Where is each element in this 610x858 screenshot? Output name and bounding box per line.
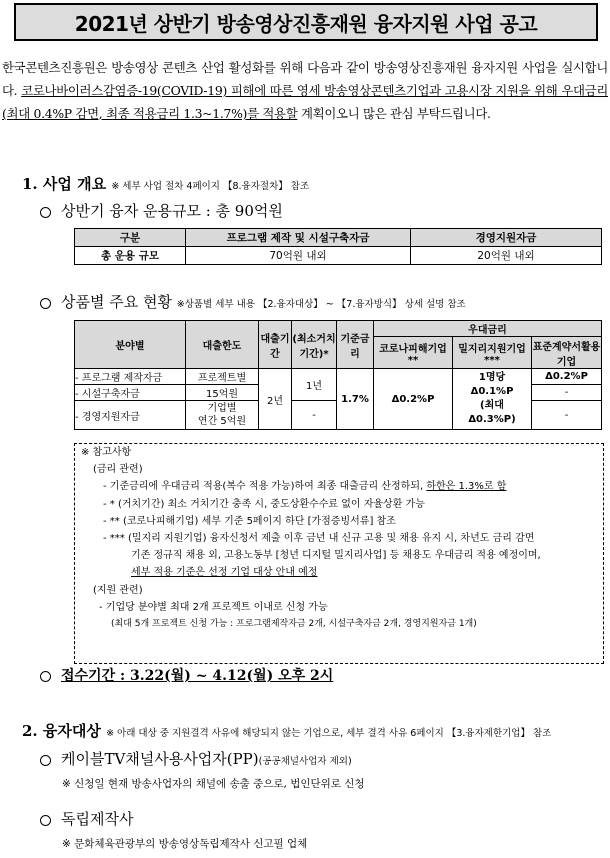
page-title: 2021년 상반기 방송영상진흥재원 융자지원 사업 공고 bbox=[14, 3, 598, 41]
note-line: (금리 관련) bbox=[93, 464, 143, 476]
pref-hiring-line-4: Δ0.3%P) bbox=[468, 414, 516, 425]
section1-heading-row bbox=[22, 173, 309, 194]
products-title: 상품별 주요 현황 bbox=[61, 293, 172, 311]
products-header-category: 분야별 bbox=[75, 321, 186, 369]
intro-paragraph bbox=[2, 56, 608, 125]
target-item-pp-note: ※ 신청일 현재 방송사업자의 채널에 송출 중으로, 법인단위로 신청 bbox=[62, 778, 365, 790]
products-row-management: - 경영지원자금 bbox=[75, 401, 186, 430]
scale-row-label: 총 운용 규모 bbox=[75, 247, 186, 265]
section1-heading: 1. 사업 개요 bbox=[22, 175, 107, 193]
scale-header-management: 경영지원자금 bbox=[411, 229, 602, 247]
products-header-pref: 우대금리 bbox=[374, 321, 602, 337]
products-pref-covid: Δ0.2%P bbox=[374, 369, 453, 430]
products-pref-contract-2: - bbox=[532, 385, 602, 401]
target-item-pp-small: (공공채널사업자 제외) bbox=[258, 756, 352, 767]
intro-text-underlined: 코로나바이러스감염증-19(COVID-19) 피해에 따른 영세 방송영상콘텐츠기업과 고용시장 지원을 위해 우대금리(최대 0.4%P 감면, 최종 적용금리 1.3~1.7%)를 적용할 bbox=[2, 83, 608, 121]
target-item-pp bbox=[40, 748, 352, 769]
products-limit-amount: 15억원 bbox=[186, 385, 259, 401]
pref-hiring-line-3: (최대 bbox=[480, 400, 504, 411]
circle-bullet-icon bbox=[40, 671, 51, 682]
limit-company-line-2: 연간 5억원 bbox=[197, 416, 247, 427]
scale-text: 상반기 융자 운용규모 : 총 90억원 bbox=[61, 202, 283, 220]
intro-text-2: 계획이오니 많은 관심 부탁드립니다. bbox=[297, 106, 491, 121]
circle-bullet-icon bbox=[40, 207, 51, 218]
section2-heading-row bbox=[22, 720, 551, 741]
scale-header-category: 구분 bbox=[75, 229, 186, 247]
scale-row-management: 20억원 내외 bbox=[411, 247, 602, 265]
products-note: ※상품별 세부 내용 【2.융자대상】 ~ 【7.융자방식】 상세 설명 참조 bbox=[176, 299, 466, 310]
products-header-period: 대출기간 bbox=[259, 321, 292, 369]
limit-company-line-1: 기업별 bbox=[207, 403, 237, 414]
note-line: - ** (코로나피해기업) 세부 기준 5페이지 하단 [가점증빙서류] 참조 bbox=[103, 515, 396, 527]
products-header-limit: 대출한도 bbox=[186, 321, 259, 369]
products-rate: 1.7% bbox=[337, 369, 374, 430]
products-table bbox=[74, 320, 602, 430]
scale-bullet bbox=[40, 200, 283, 221]
products-grace-3: - bbox=[292, 401, 337, 430]
reference-notes-box bbox=[74, 443, 604, 664]
section2-heading: 2. 융자대상 bbox=[22, 722, 101, 740]
target-item-indie-note: ※ 문화체육관광부의 방송영상독립제작사 신고필 업체 bbox=[62, 838, 308, 850]
section1-note: ※ 세부 사업 절차 4페이지 【8.융자절차】 참조 bbox=[111, 181, 310, 192]
period-text: 접수기간 : 3.22(월) ~ 4.12(월) 오후 2시 bbox=[61, 668, 334, 684]
pref-hiring-line-1: 1명당 bbox=[478, 372, 506, 383]
products-bullet bbox=[40, 291, 466, 312]
target-item-indie bbox=[40, 808, 133, 829]
products-header-pref-covid: 코로나피해기업** bbox=[374, 337, 453, 369]
note-line: - * (거치기간) 최소 거치기간 충족 시, 중도상환수수료 없이 자율상환 가능 bbox=[103, 498, 425, 510]
note-line: - 기준금리에 우대금리 적용(복수 적용 가능)하여 최종 대출금리 산정하되, 하한은 1.3%로 함 bbox=[103, 481, 507, 493]
products-header-pref-hiring: 밀지리지원기업*** bbox=[453, 337, 532, 369]
note-line: 세부 적용 기준은 선정 기업 대상 안내 예정 bbox=[131, 567, 318, 579]
products-header-pref-contract: 표준계약서활용기업 bbox=[532, 337, 602, 369]
target-item-indie-label: 독립제작사 bbox=[61, 810, 134, 828]
circle-bullet-icon bbox=[40, 755, 51, 766]
note-line: 기존 정규직 채용 외, 고용노동부 [청년 디지털 밀지리사업] 등 채용도 우대금리 적용 예정이며, bbox=[131, 550, 541, 562]
products-pref-contract-1: Δ0.2%P bbox=[532, 369, 602, 385]
section2-note: ※ 아래 대상 중 지원결격 사유에 해당되지 않는 기업으로, 세부 결격 사유 6페이지 【3.융자제한기업】 참조 bbox=[106, 728, 552, 739]
period-bullet bbox=[40, 665, 333, 685]
products-period: 2년 bbox=[259, 369, 292, 430]
products-header-rate: 기준금리 bbox=[337, 321, 374, 369]
target-item-pp-label: 케이블TV채널사용사업자(PP) bbox=[61, 750, 259, 768]
intro-text-1: 한국콘텐츠진흥원은 방송영상 콘텐츠 산업 활성화를 위해 다음과 같이 방송영상진흥재원 융자지원 사업을 실시합니다. bbox=[2, 60, 608, 98]
products-pref-contract-3: - bbox=[532, 401, 602, 430]
scale-header-program: 프로그램 제작 및 시설구축자금 bbox=[186, 229, 411, 247]
note-line: (최대 5개 프로젝트 신청 가능 : 프로그램제작자금 2개, 시설구축자금 2개, 경영지원자금 1개) bbox=[111, 619, 477, 630]
products-limit-company bbox=[186, 401, 259, 430]
circle-bullet-icon bbox=[40, 815, 51, 826]
note-line: - *** (밀지리 지원기업) 융자신청서 제출 이후 금년 내 신규 고용 및 채용 유지 시, 차년도 금리 감면 bbox=[103, 533, 535, 545]
products-row-facility: - 시설구축자금 bbox=[75, 385, 186, 401]
scale-row-program: 70억원 내외 bbox=[186, 247, 411, 265]
products-row-program: - 프로그램 제작자금 bbox=[75, 369, 186, 385]
note-line: - 기업당 분야별 최대 2개 프로젝트 이내로 신청 가능 bbox=[99, 601, 328, 613]
note-line: ※ 참고사항 bbox=[81, 447, 132, 458]
note-line: (지원 관련) bbox=[93, 584, 143, 596]
scale-table bbox=[74, 228, 602, 265]
products-header-grace: (최소거치기간)* bbox=[292, 321, 337, 369]
products-limit-project: 프로젝트별 bbox=[186, 369, 259, 385]
products-grace-1: 1년 bbox=[292, 369, 337, 401]
pref-hiring-line-2: Δ0.1%P bbox=[470, 386, 514, 397]
products-pref-hiring bbox=[453, 369, 532, 430]
circle-bullet-icon bbox=[40, 298, 51, 309]
